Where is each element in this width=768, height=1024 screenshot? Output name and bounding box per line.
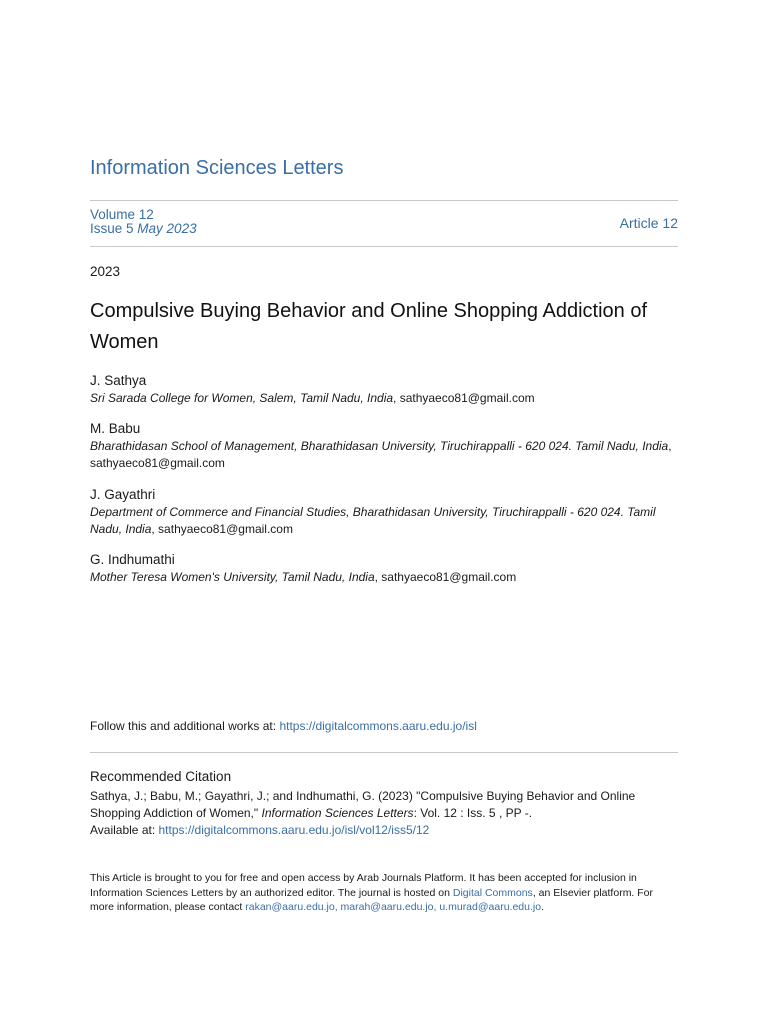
notice-text-3: . [541, 901, 544, 914]
issue-link[interactable]: Issue 5 [90, 221, 134, 236]
author-entry [90, 421, 680, 471]
affiliation-text: Mother Teresa Women's University, Tamil Nadu, India [90, 570, 375, 584]
digital-commons-link[interactable]: Digital Commons [452, 886, 533, 899]
author-affiliation [90, 390, 680, 407]
article-url-link[interactable]: https://digitalcommons.aaru.edu.jo/isl/vol12/iss5/12 [158, 823, 430, 837]
divider-top [90, 200, 678, 201]
follow-line [90, 719, 477, 733]
affiliation-text: Department of Commerce and Financial Studies, Bharathidasan University, Tiruchirappalli - 620 024. Tamil Nadu, India [90, 505, 656, 536]
issue-date: May 2023 [137, 221, 197, 236]
affiliation-text: Sri Sarada College for Women, Salem, Tamil Nadu, India [90, 391, 394, 405]
contact-emails-link[interactable]: rakan@aaru.edu.jo, marah@aaru.edu.jo, u.murad@aaru.edu.jo [245, 901, 542, 914]
recommended-citation-heading: Recommended Citation [90, 769, 232, 784]
author-affiliation [90, 438, 680, 471]
issue-info [90, 208, 197, 236]
citation-text [90, 788, 678, 839]
article-title: Compulsive Buying Behavior and Online Shopping Addiction of Women [90, 300, 648, 353]
citation-journal: Information Sciences Letters [261, 806, 414, 820]
author-email: , sathyaeco81@gmail.com [393, 391, 535, 405]
citation-volume: : Vol. 12 : Iss. 5 , PP -. [413, 806, 533, 820]
author-name: G. Indhumathi [90, 552, 175, 567]
author-entry [90, 373, 680, 407]
citation-authors: Sathya, J.; Babu, M.; Gayathri, J.; and Indhumathi, G. (2023) "Compulsive Buying Behavior and Online Shopping Addiction of Women," [90, 789, 636, 820]
collection-link[interactable]: https://digitalcommons.aaru.edu.jo/isl [279, 719, 477, 733]
follow-text: Follow this and additional works at: [90, 719, 280, 733]
author-email: , sathyaeco81@gmail.com [90, 439, 672, 470]
affiliation-text: Bharathidasan School of Management, Bharathidasan University, Tiruchirappalli - 620 024. Tamil Nadu, India [90, 439, 669, 453]
divider-citation [90, 752, 678, 753]
author-name: J. Sathya [90, 373, 147, 388]
publication-year: 2023 [90, 264, 121, 279]
notice-text-2: , an Elsevier platform. For more information, please contact [90, 886, 654, 914]
author-email: , sathyaeco81@gmail.com [374, 570, 517, 584]
open-access-notice [90, 871, 678, 915]
volume-link[interactable]: Volume 12 [90, 207, 154, 222]
journal-title-link[interactable]: Information Sciences Letters [90, 157, 344, 179]
author-entry [90, 552, 680, 586]
available-label: Available at: [90, 823, 159, 837]
author-email: , sathyaeco81@gmail.com [151, 521, 293, 536]
author-affiliation [90, 504, 680, 537]
author-affiliation [90, 569, 680, 586]
article-number-link[interactable]: Article 12 [619, 215, 678, 231]
author-entry [90, 487, 680, 537]
author-name: M. Babu [90, 421, 141, 436]
notice-text: This Article is brought to you for free and open access by Arab Journals Platform. It has been accepted for inclusion in Information Sciences Letters by an authorized editor. The journal is hosted on [90, 872, 637, 899]
divider-issue [90, 246, 678, 247]
author-name: J. Gayathri [90, 487, 156, 502]
